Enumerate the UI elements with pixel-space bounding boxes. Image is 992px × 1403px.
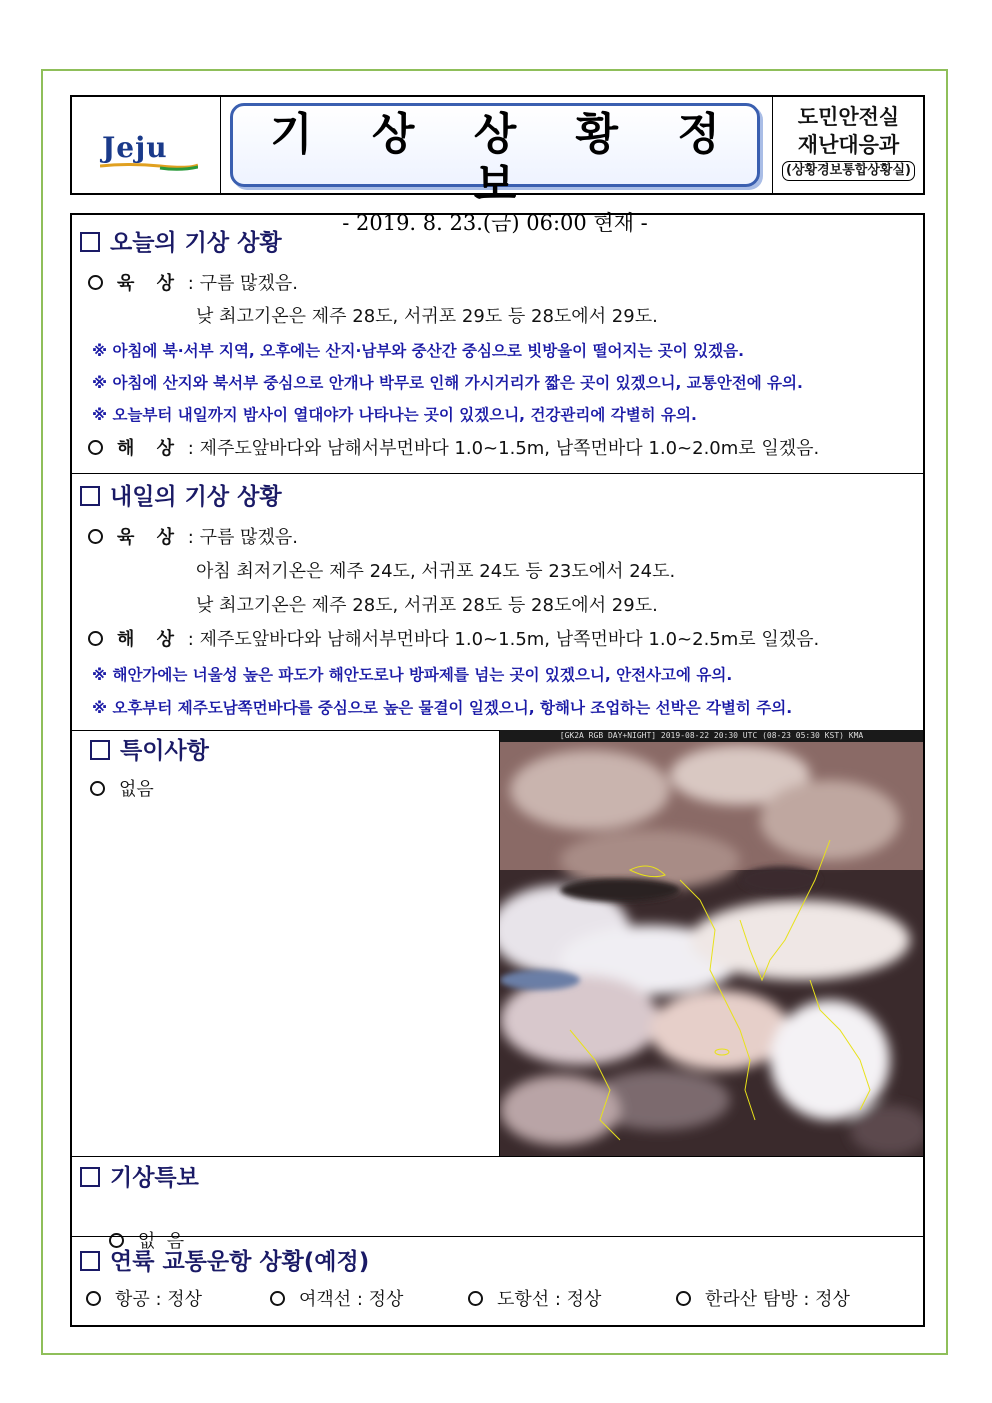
circle-bullet-icon: [468, 1291, 483, 1306]
checkbox-square-icon: [80, 1251, 100, 1271]
logo-cell: [72, 97, 221, 193]
checkbox-square-icon: [90, 740, 110, 760]
tomorrow-min-temp: 아침 최저기온은 제주 24도, 서귀포 24도 등 23도에서 24도.: [196, 561, 676, 582]
divider: [72, 1236, 923, 1237]
special-section-title: 특이사항: [90, 737, 209, 765]
dept-room: (상황경보통합상황실): [782, 161, 915, 181]
circle-bullet-icon: [88, 275, 103, 290]
report-header: [70, 95, 925, 235]
tomorrow-section-title: 내일의 기상 상황: [80, 483, 282, 511]
circle-bullet-icon: [88, 440, 103, 455]
tomorrow-land-text: 구름 많겠음.: [199, 527, 298, 548]
checkbox-square-icon: [80, 486, 100, 506]
today-land-label: 육 상: [117, 273, 183, 294]
tomorrow-land-label: 육 상: [117, 527, 183, 548]
divider: [72, 473, 923, 474]
circle-bullet-icon: [86, 1291, 101, 1306]
circle-bullet-icon: [88, 529, 103, 544]
circle-bullet-icon: [676, 1291, 691, 1306]
today-note-1: ※ 아침에 북·서부 지역, 오후에는 산지·남부와 중산간 중심으로 빗방울이 떨어지는 곳이 있겠음.: [92, 342, 744, 360]
circle-bullet-icon: [270, 1291, 285, 1306]
checkbox-square-icon: [80, 232, 100, 252]
tomorrow-max-temp: 낮 최고기온은 제주 28도, 서귀포 28도 등 28도에서 29도.: [196, 595, 658, 616]
today-section-title: 오늘의 기상 상황: [80, 229, 282, 257]
traffic-hallasan: 한라산 탐방 : 정상: [676, 1287, 850, 1313]
title-box: [230, 103, 760, 235]
divider: [72, 1156, 923, 1157]
circle-bullet-icon: [88, 631, 103, 646]
report-datetime: - 2019. 8. 23.(금) 06:00 현재 -: [342, 211, 648, 235]
jeju-logo-swoosh-icon: [100, 163, 198, 171]
satellite-caption: [GK2A RGB DAY+NIGHT] 2019-08-22 20:30 UTC (08-23 05:30 KST) KMA: [500, 730, 923, 742]
satellite-image: [500, 730, 923, 1156]
jeju-logo-text: Jeju: [102, 131, 168, 164]
dept-office: 도민안전실: [797, 105, 900, 129]
tomorrow-sea-line: 해 상 : 제주도앞바다와 남해서부먼바다 1.0~1.5m, 남쪽먼바다 1.0~2.5m로 일겠음.: [88, 627, 819, 653]
department-cell: [772, 97, 924, 193]
warning-item: 없 음: [86, 1203, 184, 1281]
traffic-island-ferry: 도항선 : 정상: [468, 1287, 601, 1313]
special-item: 없음: [90, 777, 154, 803]
today-land-text: 구름 많겠음.: [199, 273, 298, 294]
tomorrow-note-2: ※ 오후부터 제주도남쪽먼바다를 중심으로 높은 물결이 일겠으니, 항해나 조업하는 선박은 각별히 주의.: [92, 699, 793, 717]
warning-section-title: 기상특보: [80, 1164, 199, 1192]
dept-division: 재난대응과: [797, 133, 900, 157]
tomorrow-note-1: ※ 해안가에는 너울성 높은 파도가 해안도로나 방파제를 넘는 곳이 있겠으니, 안전사고에 유의.: [92, 666, 733, 684]
today-land-line: 육 상 : 구름 많겠음.: [88, 271, 298, 297]
report-body: [70, 213, 925, 1327]
today-land-temp: 낮 최고기온은 제주 28도, 서귀포 29도 등 28도에서 29도.: [196, 306, 658, 327]
checkbox-square-icon: [80, 1167, 100, 1187]
today-sea-line: 해 상 : 제주도앞바다와 남해서부먼바다 1.0~1.5m, 남쪽먼바다 1.0~2.0m로 일겠음.: [88, 436, 819, 462]
satellite-cloud-map: [500, 730, 923, 1156]
today-note-3: ※ 오늘부터 내일까지 밤사이 열대야가 나타나는 곳이 있겠으니, 건강관리에 각별히 유의.: [92, 406, 697, 424]
today-sea-text: 제주도앞바다와 남해서부먼바다 1.0~1.5m, 남쪽먼바다 1.0~2.0m로 일겠음.: [199, 438, 820, 459]
traffic-ferry: 여객선 : 정상: [270, 1287, 403, 1313]
page-title: 기 상 상 황 정 보: [270, 109, 742, 210]
circle-bullet-icon: [90, 781, 105, 796]
today-note-2: ※ 아침에 산지와 북서부 중심으로 안개나 박무로 인해 가시거리가 짧은 곳이 있겠으니, 교통안전에 유의.: [92, 374, 803, 392]
tomorrow-sea-label: 해 상: [117, 629, 183, 650]
tomorrow-land-line: 육 상 : 구름 많겠음.: [88, 525, 298, 551]
tomorrow-sea-text: 제주도앞바다와 남해서부먼바다 1.0~1.5m, 남쪽먼바다 1.0~2.5m로 일겠음.: [199, 629, 820, 650]
today-sea-label: 해 상: [117, 438, 183, 459]
traffic-section-title: 연륙 교통운항 상황(예정): [80, 1248, 369, 1276]
traffic-air: 항공 : 정상: [86, 1287, 202, 1313]
